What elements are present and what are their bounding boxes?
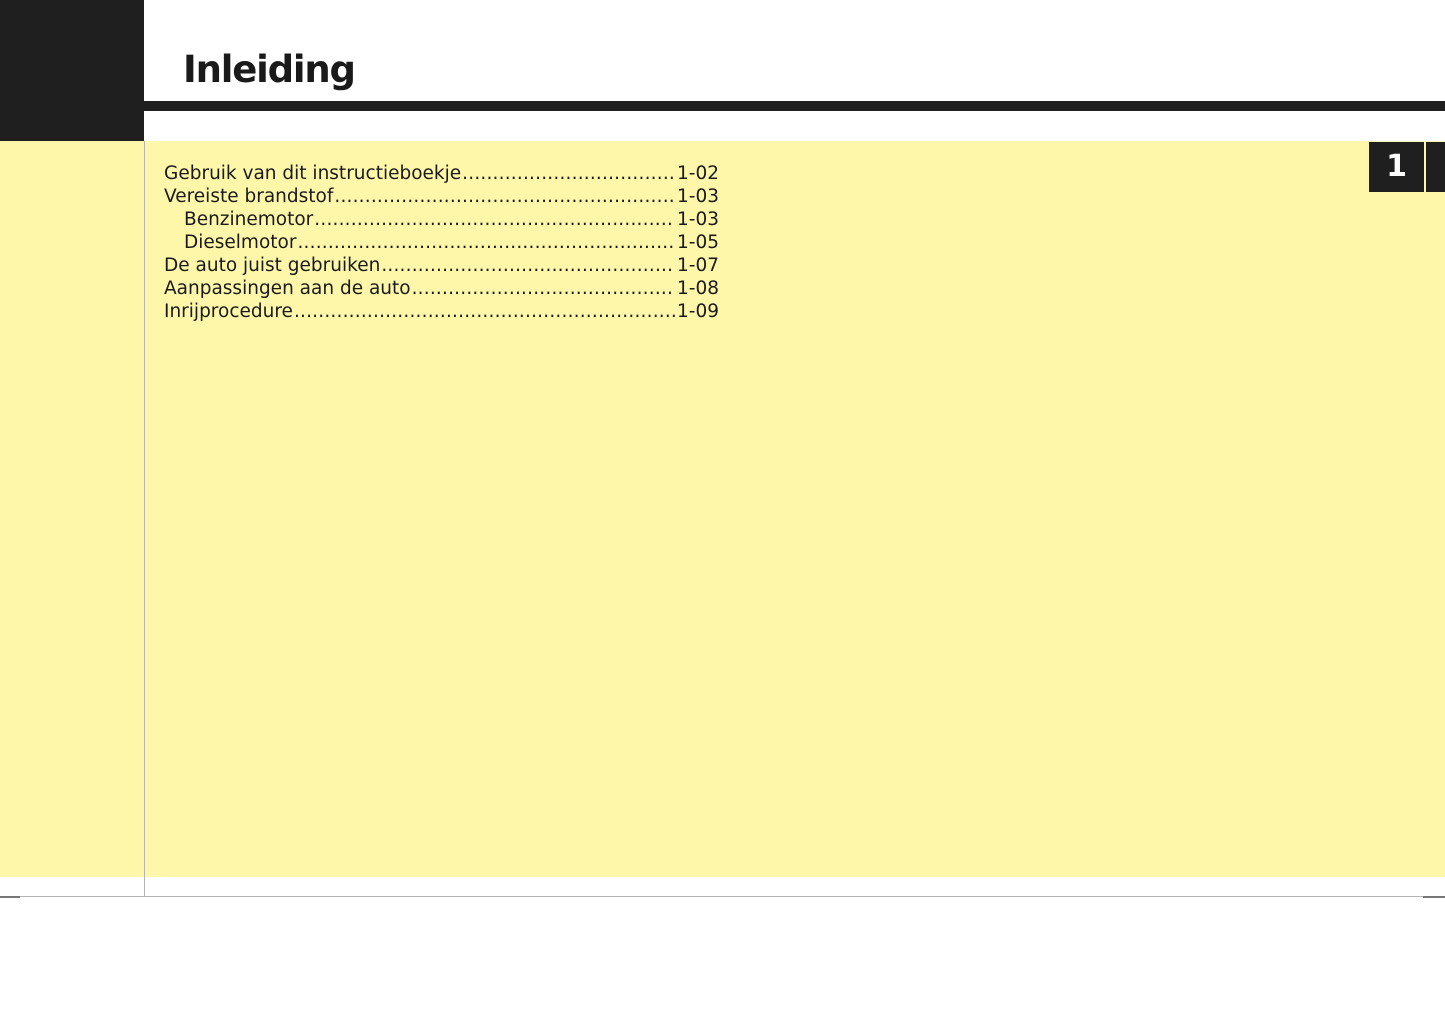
toc-entry-benzinemotor[interactable] [164, 208, 719, 231]
toc-dot-leader [297, 231, 675, 254]
toc-page-number: 1-07 [677, 255, 719, 276]
toc-dot-leader [381, 254, 675, 277]
toc-entry-label: Gebruik van dit instructieboekje [164, 163, 462, 184]
toc-page-number: 1-09 [677, 301, 719, 322]
toc-entry-label: Benzinemotor [184, 209, 314, 230]
toc-entry-label: Dieselmotor [184, 232, 297, 253]
toc-entry-label: De auto juist gebruiken [164, 255, 381, 276]
toc-entry-label: Inrijprocedure [164, 301, 293, 322]
toc-entry-inrijprocedure[interactable] [164, 300, 719, 323]
margin-line [144, 141, 145, 897]
toc-entry-aanpassingen[interactable] [164, 277, 719, 300]
bottom-tick-left [0, 896, 20, 898]
toc-page-number: 1-03 [677, 186, 719, 207]
bottom-tick-right [1423, 896, 1445, 898]
toc-page-number: 1-05 [677, 232, 719, 253]
toc-page-number: 1-02 [677, 163, 719, 184]
toc-entry-auto-juist-gebruiken[interactable] [164, 254, 719, 277]
toc-dot-leader [462, 162, 675, 185]
toc-entry-gebruik[interactable] [164, 162, 719, 185]
toc-entry-label: Vereiste brandstof [164, 186, 334, 207]
toc-dot-leader [412, 277, 675, 300]
chapter-tab-edge [1426, 142, 1445, 192]
table-of-contents [164, 162, 719, 323]
toc-entry-vereiste-brandstof[interactable] [164, 185, 719, 208]
toc-dot-leader [294, 300, 675, 323]
chapter-tab[interactable]: 1 [1369, 142, 1424, 192]
toc-dot-leader [334, 185, 675, 208]
toc-page-number: 1-03 [677, 209, 719, 230]
bottom-rule [0, 896, 1445, 897]
corner-block [0, 0, 144, 141]
page-title: Inleiding [183, 48, 355, 91]
toc-entry-label: Aanpassingen aan de auto [164, 278, 411, 299]
title-rule [144, 101, 1445, 111]
toc-dot-leader [314, 208, 675, 231]
toc-page-number: 1-08 [677, 278, 719, 299]
toc-entry-dieselmotor[interactable] [164, 231, 719, 254]
